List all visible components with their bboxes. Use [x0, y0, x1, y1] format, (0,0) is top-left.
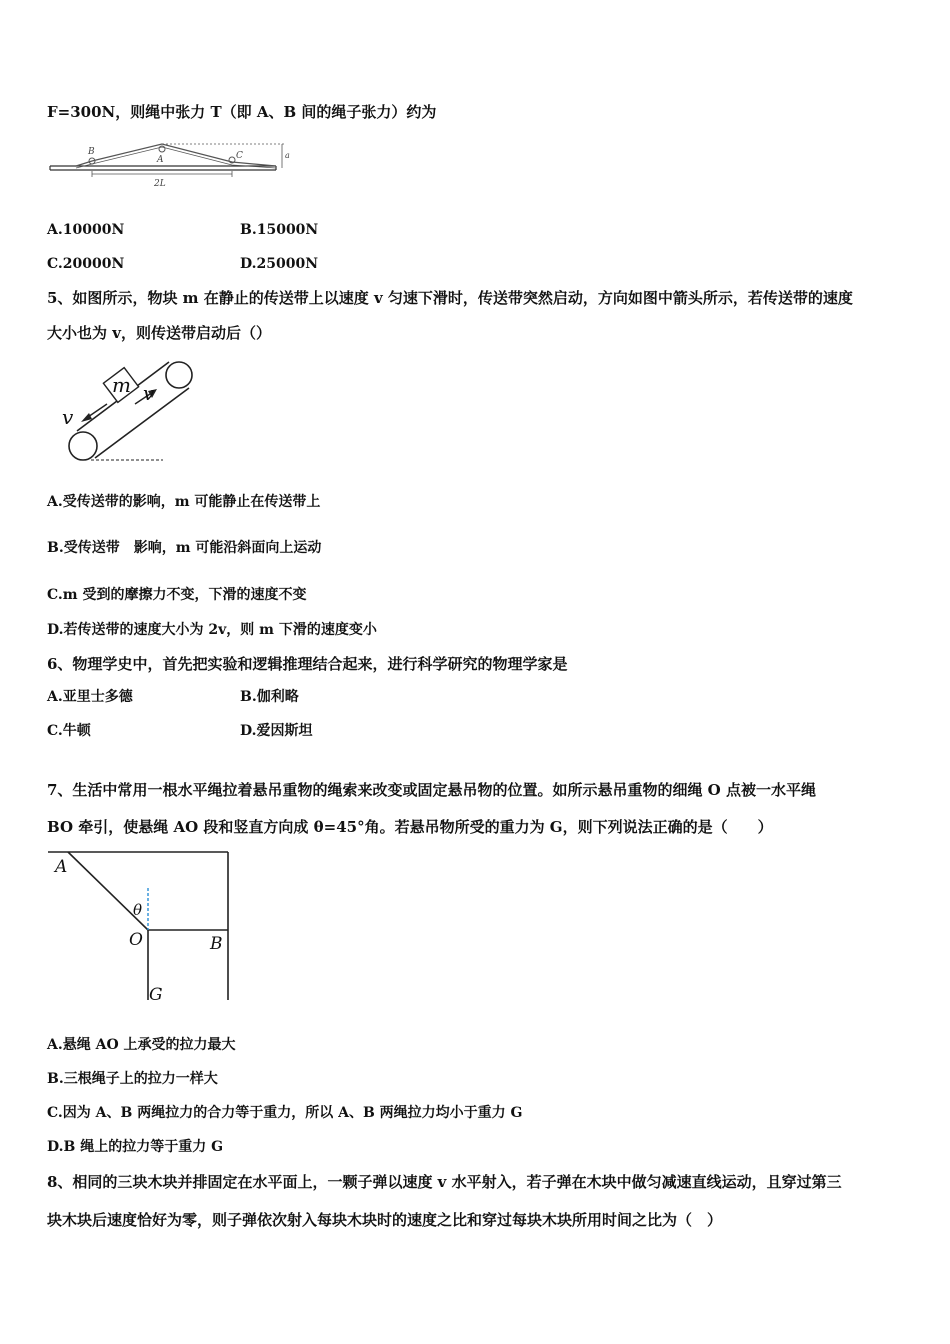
q6-option-d	[240, 721, 313, 741]
option-text: 因为 A、B 两绳拉力的合力等于重力，所以 A、B 两绳拉力均小于重力 G	[62, 1105, 523, 1121]
option-b	[240, 220, 318, 240]
option-d	[240, 254, 318, 274]
question-continuation-line: F=300N，则绳中张力 T（即 A、B 间的绳子张力）约为	[47, 103, 437, 121]
option-key: A.	[47, 1037, 63, 1053]
option-key: A.	[47, 494, 63, 510]
point-b-label: B	[210, 934, 223, 954]
option-key: B.	[47, 1071, 64, 1087]
option-text: 亚里士多德	[62, 689, 133, 705]
option-text: 10000N	[62, 222, 125, 238]
option-text: 受传送带 影响，m 可能沿斜面向上运动	[63, 540, 322, 556]
q7-option-a	[47, 1035, 236, 1055]
question-8-stem-line-1: 8、相同的三块木块并排固定在水平面上，一颗子弹以速度 v 水平射入，若子弹在木块中做匀减速直线运动，且穿过第三	[47, 1173, 842, 1191]
question-8-stem-line-2: 块木块后速度恰好为零，则子弹依次射入每块木块时的速度之比和穿过每块木块所用时间之比为（ ）	[47, 1211, 723, 1229]
block-m-label: m	[112, 373, 131, 397]
option-text: 受传送带的影响，m 可能静止在传送带上	[62, 494, 321, 510]
point-b-label: B	[88, 147, 95, 157]
option-key: D.	[47, 622, 64, 638]
block-velocity-label: v	[62, 405, 74, 429]
q5-option-d	[47, 620, 377, 640]
option-text: 三根绳子上的拉力一样大	[63, 1071, 218, 1087]
q5-option-c	[47, 585, 306, 605]
question-5-stem-line-2: 大小也为 v，则传送带启动后（）	[47, 324, 271, 342]
option-key: C.	[47, 587, 63, 603]
option-text: 爱因斯坦	[256, 723, 313, 739]
q7-option-b	[47, 1069, 218, 1089]
point-a-label: A	[55, 857, 68, 877]
q6-option-a	[47, 687, 133, 707]
option-text: 伽利略	[256, 689, 299, 705]
option-text: 牛顿	[62, 723, 91, 739]
option-key: C.	[47, 723, 63, 739]
option-a	[47, 220, 124, 240]
option-key: A.	[47, 222, 63, 238]
option-text: B 绳上的拉力等于重力 G	[63, 1139, 224, 1155]
option-text: 25000N	[256, 256, 319, 272]
suspension-rope-diagram	[48, 848, 238, 1008]
question-5-stem-line-1: 5、如图所示，物块 m 在静止的传送带上以速度 v 匀速下滑时，传送带突然启动，方向如图中箭头所示，若传送带的速度	[47, 289, 853, 307]
question-7-stem-line-2: BO 牵引，使悬绳 AO 段和竖直方向成 θ=45°角。若悬吊物所受的重力为 G，则下列说法正确的是（ ）	[47, 818, 773, 836]
belt-velocity-label: v	[143, 381, 155, 405]
angle-theta-label: θ	[133, 901, 143, 919]
height-label: a	[285, 151, 290, 160]
question-6-stem: 6、物理学史中，首先把实验和逻辑推理结合起来，进行科学研究的物理学家是	[47, 655, 568, 673]
option-key: B.	[240, 689, 257, 705]
option-text: 悬绳 AO 上承受的拉力最大	[62, 1037, 236, 1053]
q7-option-d	[47, 1137, 223, 1157]
option-key: B.	[240, 222, 257, 238]
option-key: C.	[47, 256, 63, 272]
point-o-label: O	[129, 930, 143, 950]
weight-g-label: G	[149, 985, 163, 1005]
option-text: m 受到的摩擦力不变，下滑的速度不变	[62, 587, 307, 603]
option-key: B.	[47, 540, 64, 556]
option-text: 20000N	[62, 256, 125, 272]
q7-option-c	[47, 1103, 523, 1123]
option-text: 若传送带的速度大小为 2v，则 m 下滑的速度变小	[63, 622, 377, 638]
question-7-stem-line-1: 7、生活中常用一根水平绳拉着悬吊重物的绳索来改变或固定悬吊物的位置。如所示悬吊重物的细绳 O 点被一水平绳	[47, 781, 816, 799]
q5-option-b	[47, 538, 321, 558]
q5-option-a	[47, 492, 320, 512]
q6-option-b	[240, 687, 299, 707]
option-key: A.	[47, 689, 63, 705]
option-key: C.	[47, 1105, 63, 1121]
option-text: 15000N	[256, 222, 319, 238]
point-a-label: A	[157, 155, 164, 165]
span-label: 2L	[154, 179, 166, 189]
option-key: D.	[240, 723, 257, 739]
point-c-label: C	[236, 151, 243, 161]
option-c	[47, 254, 124, 274]
conveyor-belt-diagram	[55, 356, 205, 466]
option-key: D.	[47, 1139, 64, 1155]
rope-tension-diagram	[48, 132, 298, 192]
q6-option-c	[47, 721, 91, 741]
option-key: D.	[240, 256, 257, 272]
